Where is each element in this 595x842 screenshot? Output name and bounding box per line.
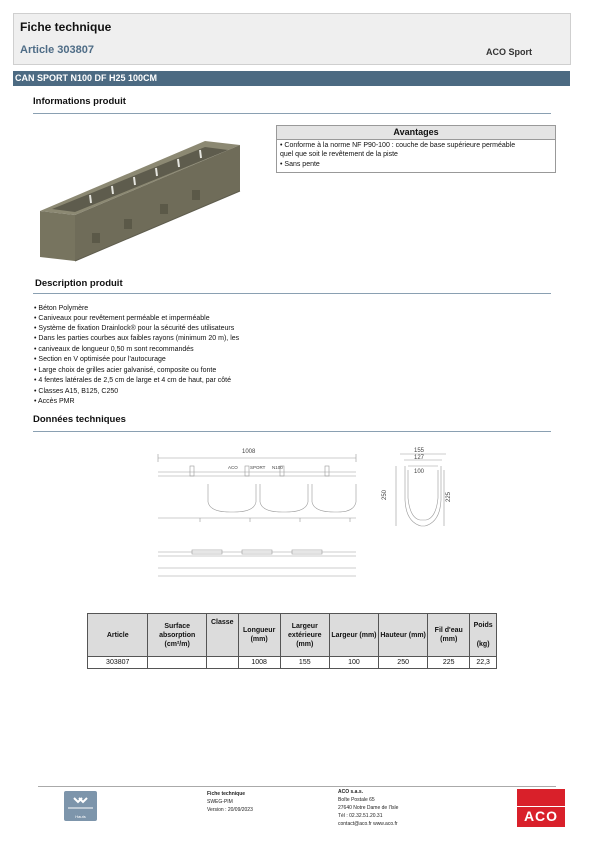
- footer-doc-title: Fiche technique: [207, 791, 246, 797]
- advantage-item: • Conforme à la norme NF P90-100 : couche de base supérieure perméable: [280, 142, 516, 149]
- drawing-text-n100: N100: [272, 465, 283, 470]
- col-header-fil-eau: Fil d'eau (mm): [428, 614, 470, 657]
- advantages-box: [276, 125, 556, 173]
- document-title: Fiche technique: [20, 20, 112, 34]
- section-divider: [33, 431, 551, 432]
- advantage-item: quel que soit le revêtement de la piste: [280, 151, 398, 158]
- cell-largeur: 100: [329, 657, 378, 669]
- description-item: • Large choix de grilles acier galvanisé, composite ou fonte: [34, 367, 217, 374]
- article-number: Article 303807: [20, 44, 94, 56]
- description-item: • caniveaux de longueur 0,50 m sont recommandés: [34, 346, 194, 353]
- badge-text: Hauts: [75, 814, 86, 819]
- cell-classe: [206, 657, 238, 669]
- footer-city: 27640 Notre Dame de l'Isle: [338, 805, 399, 811]
- section-title-description: Description produit: [35, 278, 123, 289]
- footer-contact: contact@aco.fr www.aco.fr: [338, 821, 398, 827]
- footer-company: ACO s.a.s.: [338, 789, 364, 795]
- section-divider: [33, 113, 551, 114]
- col-header-longueur: Longueur (mm): [238, 614, 280, 657]
- accessibility-badge: [64, 791, 97, 821]
- description-item: • Système de fixation Drainlock® pour la sécurité des utilisateurs: [34, 325, 235, 332]
- col-header-largeur-ext: Largeur extérieure (mm): [280, 614, 329, 657]
- section-title-info: Informations produit: [33, 96, 126, 107]
- col-header-hauteur: Hauteur (mm): [379, 614, 428, 657]
- description-item: • Accès PMR: [34, 398, 75, 405]
- aco-logo: [517, 789, 565, 827]
- table-row: [88, 657, 497, 669]
- technical-drawing: [150, 440, 450, 590]
- advantage-item: • Sans pente: [280, 161, 320, 168]
- col-header-surface: Surface absorption (cm²/m): [148, 614, 206, 657]
- footer-divider: [38, 786, 556, 787]
- description-item: • Classes A15, B125, C250: [34, 388, 119, 395]
- footer-doc-version: Version : 20/09/2023: [207, 807, 253, 813]
- cell-fil-eau: 225: [428, 657, 470, 669]
- section-divider: [33, 293, 551, 294]
- wave-icon: [64, 791, 97, 813]
- drawing-text-sport: SPORT: [250, 465, 266, 470]
- section-title-technical: Données techniques: [33, 414, 126, 425]
- logo-line: [517, 806, 565, 807]
- col-header-poids: [470, 614, 497, 657]
- col-header-classe: Classe: [206, 614, 238, 657]
- col-header-article: Article: [88, 614, 148, 657]
- dim-width-outer: 155: [414, 448, 425, 454]
- brand-name: ACO Sport: [486, 47, 532, 57]
- dim-height-inner: 225: [446, 491, 452, 502]
- product-name-bar: CAN SPORT N100 DF H25 100CM: [13, 71, 570, 86]
- cell-surface: [148, 657, 206, 669]
- dim-height-outer: 250: [382, 489, 388, 500]
- drawing-text-aco: ACO: [228, 465, 238, 470]
- table-header-row: [88, 614, 497, 657]
- cell-poids: 22,3: [470, 657, 497, 669]
- product-image: [40, 133, 245, 263]
- description-item: • Béton Polymère: [34, 305, 89, 312]
- col-header-largeur: Largeur (mm): [329, 614, 378, 657]
- description-item: • Section en V optimisée pour l'autocurage: [34, 356, 166, 363]
- footer-postal: Boîte Postale 65: [338, 797, 375, 803]
- document-header: [13, 13, 571, 65]
- footer-phone: Tél : 02.32.51.20.31: [338, 813, 383, 819]
- description-item: • Dans les parties courbes aux faibles rayons (minimum 20 m), les: [34, 335, 240, 342]
- aco-logo-text: ACO: [523, 808, 559, 824]
- poids-unit: (kg): [476, 641, 490, 648]
- cell-largeur-ext: 155: [280, 657, 329, 669]
- dim-length-label: 1008: [242, 449, 256, 455]
- advantages-title: Avantages: [277, 126, 555, 140]
- description-item: • 4 fentes latérales de 2,5 cm de large et 4 cm de haut, par côté: [34, 377, 232, 384]
- dim-width-mid: 127: [414, 455, 425, 461]
- footer-doc-code: SWEG-PIM: [207, 799, 233, 805]
- cell-hauteur: 250: [379, 657, 428, 669]
- dim-width-inner: 100: [414, 469, 425, 475]
- cell-article: 303807: [88, 657, 148, 669]
- poids-label: Poids: [473, 622, 493, 629]
- cell-longueur: 1008: [238, 657, 280, 669]
- description-item: • Caniveaux pour revêtement perméable et imperméable: [34, 315, 210, 322]
- technical-data-table: [87, 613, 497, 669]
